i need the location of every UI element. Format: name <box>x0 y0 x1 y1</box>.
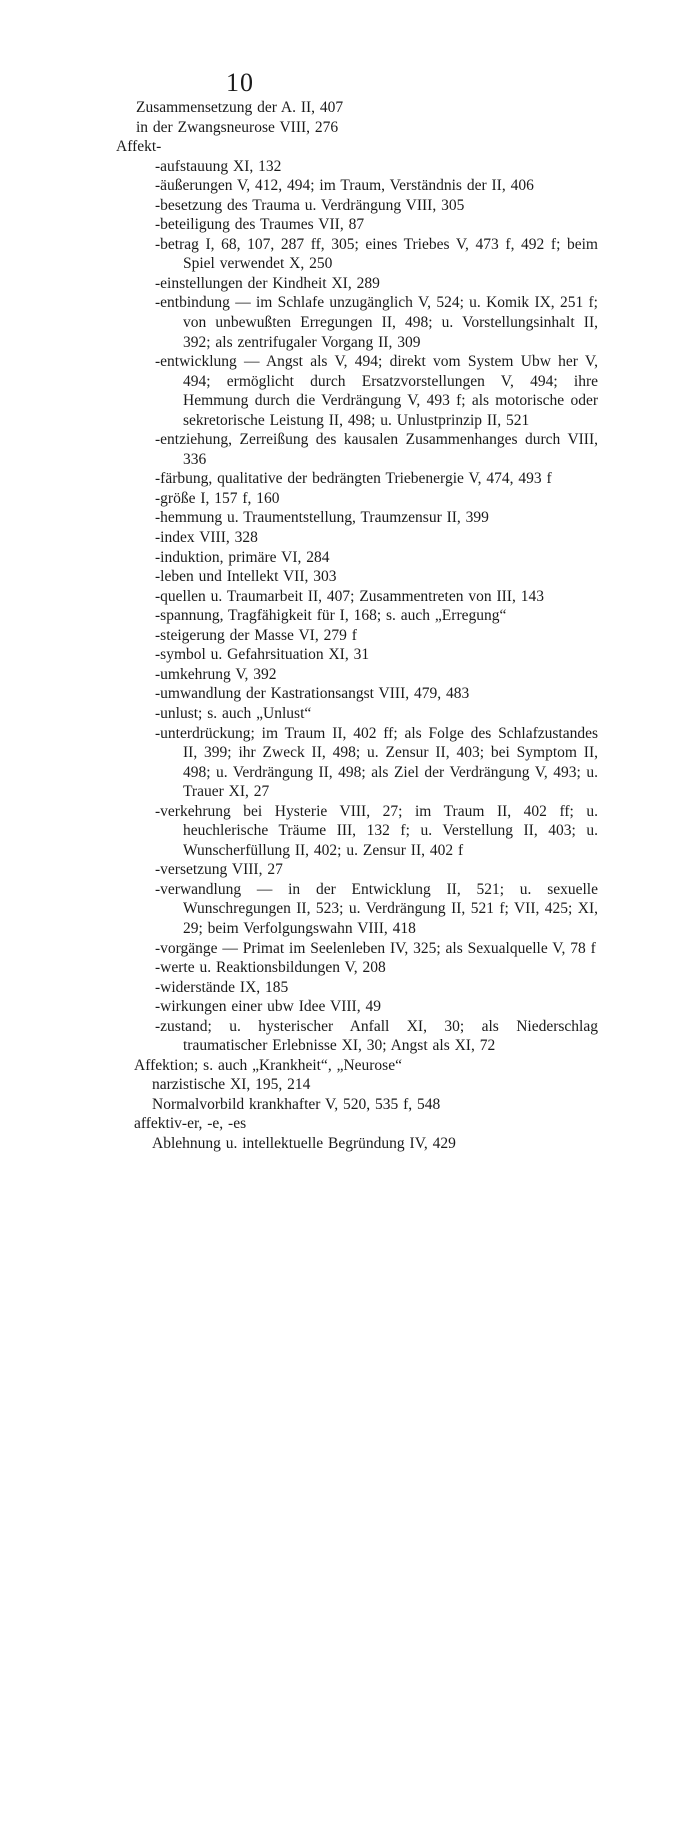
index-entry: -wirkungen einer ubw Idee VIII, 49 <box>155 998 381 1016</box>
index-entry: -werte u. Reaktionsbildungen V, 208 <box>155 959 386 977</box>
index-heading: Affektion; s. auch „Krankheit“, „Neurose“ <box>134 1056 402 1074</box>
index-entry: -quellen u. Traumarbeit II, 407; Zusammentreten von III, 143 <box>155 587 544 605</box>
index-entry: -färbung, qualitative der bedrängten Triebenergie V, 474, 493 f <box>155 470 552 488</box>
index-entry: narzistische XI, 195, 214 <box>152 1076 311 1094</box>
index-entry: in der Zwangsneurose VIII, 276 <box>136 118 339 136</box>
index-entry: Normalvorbild krankhafter V, 520, 535 f, 548 <box>152 1095 441 1113</box>
index-entry: -betrag I, 68, 107, 287 ff, 305; eines Triebes V, 473 f, 492 f; beim Spiel verwendet X, 250 <box>155 235 598 273</box>
index-entry: -beteiligung des Traumes VII, 87 <box>155 216 365 234</box>
index-entry: -zustand; u. hysterischer Anfall XI, 30; als Niederschlag traumatischer Erlebnisse XI, 30; Angst als XI, 72 <box>155 1017 598 1055</box>
index-entry: -leben und Intellekt VII, 303 <box>155 568 337 586</box>
index-entry: -umkehrung V, 392 <box>155 665 277 683</box>
index-entry: -entwicklung — Angst als V, 494; direkt vom System Ubw her V, 494; ermöglicht durch Ersatzvorstellungen V, 494; ihre Hemmung durch die Verdrängung V, 493 f; als motorische oder sekretorische Leistung II, 498; u. Unlustprinzip II, 521 <box>155 353 598 429</box>
index-entry: -steigerung der Masse VI, 279 f <box>155 626 357 644</box>
index-entry: -verkehrung bei Hysterie VIII, 27; im Traum II, 402 ff; u. heuchlerische Träume III, 132 f; u. Verstellung II, 403; u. Wunscherfüllung II, 402; u. Zensur II, 402 f <box>155 802 598 859</box>
index-entry: -induktion, primäre VI, 284 <box>155 548 330 566</box>
index-heading: Affekt- <box>116 138 162 156</box>
index-entry: -index VIII, 328 <box>155 529 258 547</box>
index-entry: -vorgänge — Primat im Seelenleben IV, 325; als Sexualquelle V, 78 f <box>155 939 596 957</box>
index-entry: -entbindung — im Schlafe unzugänglich V, 524; u. Komik IX, 251 f; von unbewußten Erregungen II, 498; u. Vorstellungsinhalt II, 392; als zentrifugaler Vorgang II, 309 <box>155 294 598 351</box>
index-entry: -widerstände IX, 185 <box>155 978 289 996</box>
index-entry: -hemmung u. Traumentstellung, Traumzensur II, 399 <box>155 509 489 527</box>
index-entry: -entziehung, Zerreißung des kausalen Zusammenhanges durch VIII, 336 <box>155 431 598 468</box>
index-entry: -unterdrückung; im Traum II, 402 ff; als Folge des Schlafzustandes II, 399; ihr Zweck II, 498; u. Zensur II, 403; bei Symptom II, 498; u. Verdrängung II, 498; als Ziel der Verdrängung V, 493; u. Trauer XI, 27 <box>155 724 598 801</box>
index-entry: -aufstauung XI, 132 <box>155 157 282 175</box>
index-entry: -äußerungen V, 412, 494; im Traum, Verständnis der II, 406 <box>155 177 534 195</box>
index-heading: affektiv-er, -e, -es <box>134 1115 247 1133</box>
page-number: 10 <box>226 68 254 97</box>
index-entry: -umwandlung der Kastrationsangst VIII, 479, 483 <box>155 685 470 703</box>
index-entry: Zusammensetzung der A. II, 407 <box>136 99 344 116</box>
index-column <box>0 98 697 1154</box>
index-entry: -verwandlung — in der Entwicklung II, 521; u. sexuelle Wunschregungen II, 523; u. Verdrängung II, 521 f; VII, 425; XI, 29; beim Verfolgungswahn VIII, 418 <box>155 880 598 937</box>
index-entry: -versetzung VIII, 27 <box>155 861 283 879</box>
index-entry: Ablehnung u. intellektuelle Begründung IV, 429 <box>152 1134 456 1152</box>
index-entry: -unlust; s. auch „Unlust“ <box>155 704 312 722</box>
index-entry: -symbol u. Gefahrsituation XI, 31 <box>155 646 370 664</box>
index-entry: -besetzung des Trauma u. Verdrängung VIII, 305 <box>155 196 465 214</box>
index-entry: -größe I, 157 f, 160 <box>155 489 280 507</box>
index-entry: -einstellungen der Kindheit XI, 289 <box>155 274 380 292</box>
index-entry: -spannung, Tragfähigkeit für I, 168; s. auch „Erregung“ <box>155 607 507 625</box>
